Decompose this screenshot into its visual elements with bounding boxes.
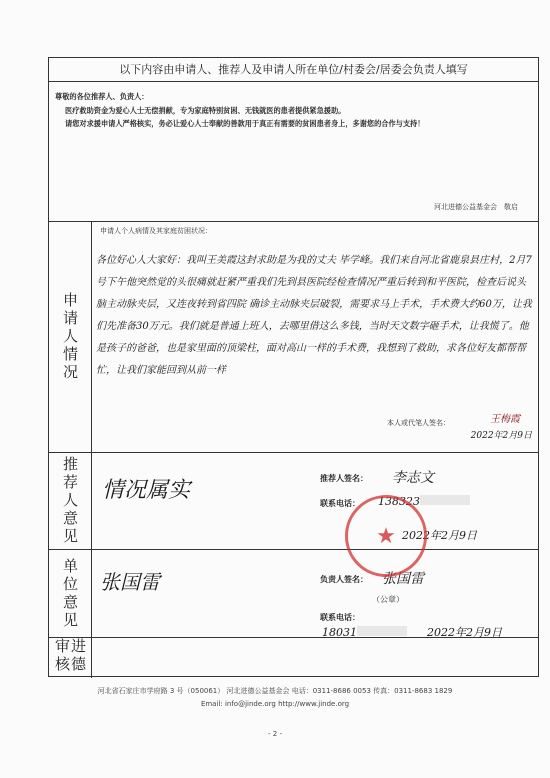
applicant-content	[92, 222, 538, 452]
recommender-label: 推荐人意见	[61, 456, 79, 546]
unit-phone-label: 联系电话：	[320, 613, 360, 622]
page-number: - 2 -	[268, 730, 282, 738]
review-content	[92, 638, 538, 678]
review-row	[49, 638, 538, 678]
recommender-phone-label: 联系电话：	[320, 499, 360, 508]
notice-row	[49, 82, 538, 222]
recommender-row	[49, 453, 538, 550]
notice-greeting: 尊敬的各位推荐人、负责人：	[55, 92, 149, 101]
unit-phone: 18031	[322, 626, 407, 639]
form-header-title: 以下内容由申请人、推荐人及申请人所在单位/村委会/居委会负责人填写	[119, 63, 468, 76]
notice-line-funds: 医疗救助资金为爱心人士无偿捐献，专为家庭特别贫困、无钱就医的患者提供紧急援助。	[65, 105, 346, 115]
applicant-row	[49, 222, 538, 453]
recommender-label-cell	[49, 453, 92, 549]
footer-address: 河北省石家庄市学府路 3 号（050061） 河北进德公益基金会 电话：0311-8686 0053 传真：0311-8683 1829	[97, 687, 453, 695]
recommender-date: 2022年2月9日	[402, 529, 477, 542]
unit-label-cell	[49, 550, 92, 637]
unit-content	[92, 550, 538, 637]
seal-star-icon: ★	[376, 523, 396, 549]
applicant-label: 申请人情况	[61, 292, 79, 382]
applicant-date: 2022年2月9日	[470, 431, 532, 441]
recommender-name: 李志文	[392, 470, 434, 486]
recommender-opinion: 情况属实	[102, 478, 191, 503]
notice-line-request: 请您对求援申请人严格核实，务必让爱心人士奉献的善款用于真正有需要的贫困患者身上，多谢您的合作与支持！	[65, 119, 425, 128]
applicant-subtitle: 申请人个人病情及其家庭贫困状况：	[100, 227, 212, 235]
form-header-row	[49, 58, 538, 82]
official-seal	[345, 495, 427, 577]
applicant-label-cell	[49, 222, 92, 452]
recommender-content	[92, 453, 538, 549]
unit-row	[49, 550, 538, 638]
unit-label: 单位意见	[61, 557, 79, 630]
recommender-phone: 138323	[378, 495, 470, 508]
unit-name-label: 负责人签名：	[320, 575, 368, 584]
unit-seal-label: （公章）	[372, 595, 404, 604]
unit-date: 2022年2月9日	[427, 626, 502, 639]
application-form-table	[48, 57, 539, 677]
notice-text	[55, 90, 532, 131]
applicant-story: 各位好心人大家好：我叫王美霞这封求助是为我的丈夫 毕学峰。我们来自河北省鹿泉县庄村，2月7号下午他突然觉的头很痛就赶紧严重我们先到县医院经检查情况严重后转到和平医院，检查后说头脑主动脉夹层，又连夜转到省四院 确诊主动脉夹层破裂，需要求马上手术，手术费大约60万，让我们先准备30万元。我们就是普通上班人，去哪里借这么多钱，当时天文数字砸手术，让我慌了。他是孩子的爸爸，也是家里面的顶梁柱，面对高山一样的手术费，我想到了救助，求各位好友都帮帮忙，让我们家能回到从前一样	[96, 255, 532, 376]
recommender-name-label: 推荐人签名：	[320, 474, 368, 483]
unit-name: 张国雷	[382, 571, 424, 587]
applicant-signer-label: 本人或代笔人签名：	[387, 419, 450, 427]
review-label: 进德审核	[53, 638, 87, 674]
review-label-cell	[49, 638, 92, 678]
unit-opinion: 张国雷	[100, 570, 160, 594]
notice-signature: 河北进德公益基金会 敬启	[434, 203, 518, 211]
applicant-signer-name: 王梅霞	[490, 414, 520, 425]
footer-contact: Email: info@jinde.org http://www.jinde.org	[200, 700, 350, 708]
